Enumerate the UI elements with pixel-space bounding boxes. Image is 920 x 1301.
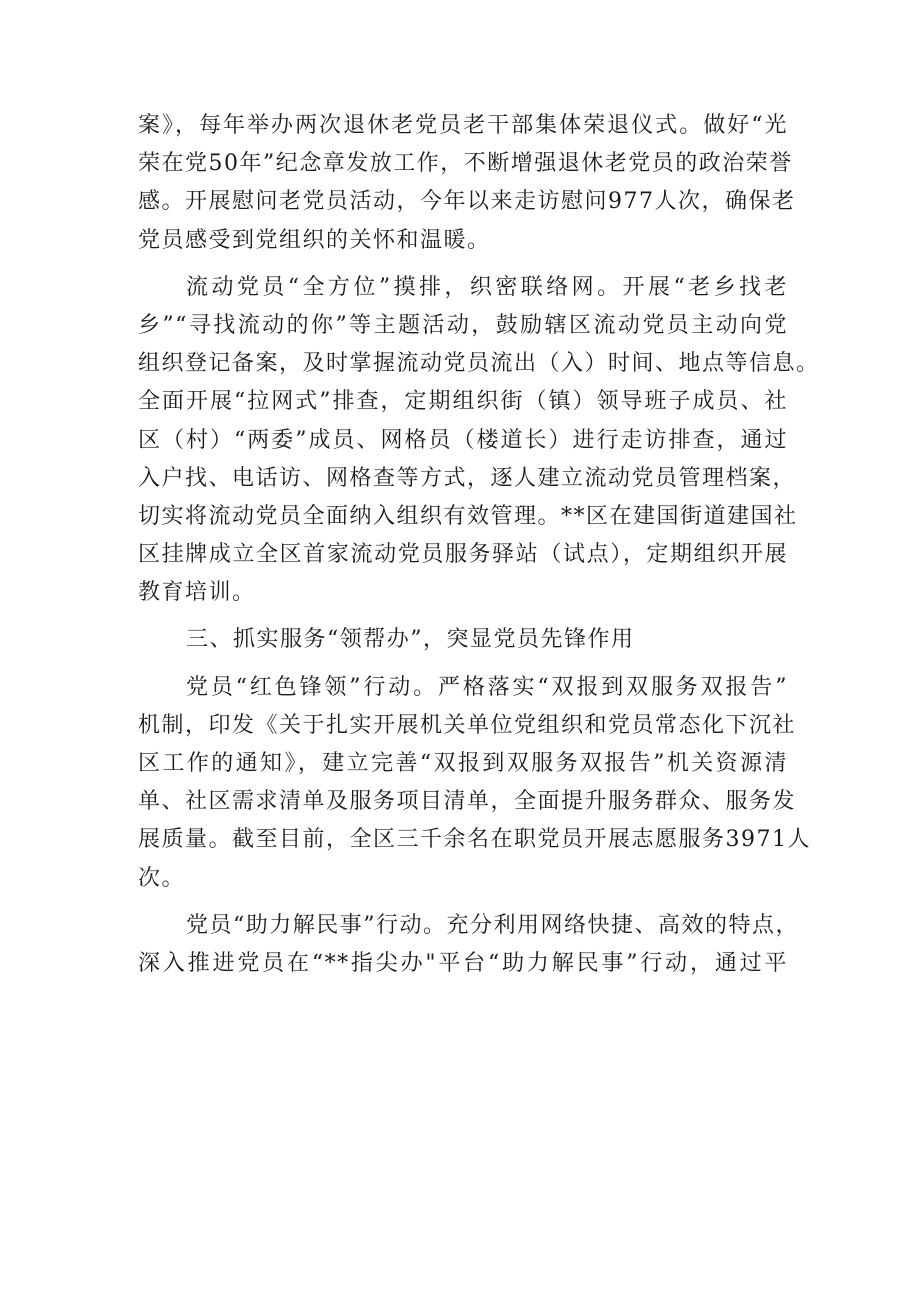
section-heading [138, 621, 788, 659]
text-line: 单、社区需求清单及服务项目清单，全面提升服务群众、服务发 [138, 789, 797, 815]
text-line: 机制，印发《关于扎实开展机关单位党组织和党员常态化下沉社 [138, 712, 797, 738]
text-line: 流动党员“全方位”摸排，织密联络网。开展“老乡找老 [186, 274, 788, 300]
text-line: 区工作的通知》，建立完善“双报到双服务双报告”机关资源清 [138, 751, 788, 776]
text-line: 党员感受到党组织的关怀和温暖。 [138, 227, 491, 253]
text-line: 党员“助力解民事”行动。充分利用网络快捷、高效的特点， [186, 912, 799, 938]
text-line: 入户找、电话访、网格查等方式，逐人建立流动党员管理档案， [138, 465, 797, 491]
section-heading-text: 三、抓实服务“领帮办”，突显党员先锋作用 [186, 627, 635, 653]
text-line: 区（村）“两委”成员、网格员（楼道长）进行走访排查，通过 [138, 427, 788, 453]
text-line: 次。 [138, 865, 186, 891]
paragraph-red-pioneer [138, 669, 811, 898]
paragraph-help-people [138, 907, 799, 983]
text-line: 深入推进党员在“**指尖办"平台“助力解民事”行动，通过平 [138, 950, 788, 976]
paragraph-mobile-members [138, 269, 820, 613]
text-line: 区挂牌成立全区首家流动党员服务驿站（试点），定期组织开展 [138, 542, 788, 568]
paragraph-retired-members [138, 107, 796, 260]
document-body [138, 107, 820, 983]
text-line: 荣在党50年”纪念章发放工作，不断增强退休老党员的政治荣誉 [138, 151, 793, 177]
text-line: 教育培训。 [138, 580, 256, 606]
text-line: 切实将流动党员全面纳入组织有效管理。**区在建国街道建国社 [138, 503, 798, 529]
text-line: 全面开展“拉网式”排查，定期组织街（镇）领导班子成员、社 [138, 389, 788, 415]
text-line: 感。开展慰问老党员活动，今年以来走访慰问977人次，确保老 [138, 189, 796, 215]
text-line: 党员“红色锋领”行动。严格落实“双报到双服务双报告” [186, 674, 788, 700]
text-line: 案》，每年举办两次退休老党员老干部集体荣退仪式。做好“光 [138, 113, 788, 138]
text-line: 展质量。截至目前，全区三千余名在职党员开展志愿服务3971人 [138, 827, 811, 853]
text-line: 乡”“寻找流动的你”等主题活动，鼓励辖区流动党员主动向党 [138, 312, 788, 338]
text-line: 组织登记备案，及时掌握流动党员流出（入）时间、地点等信息。 [138, 351, 820, 377]
